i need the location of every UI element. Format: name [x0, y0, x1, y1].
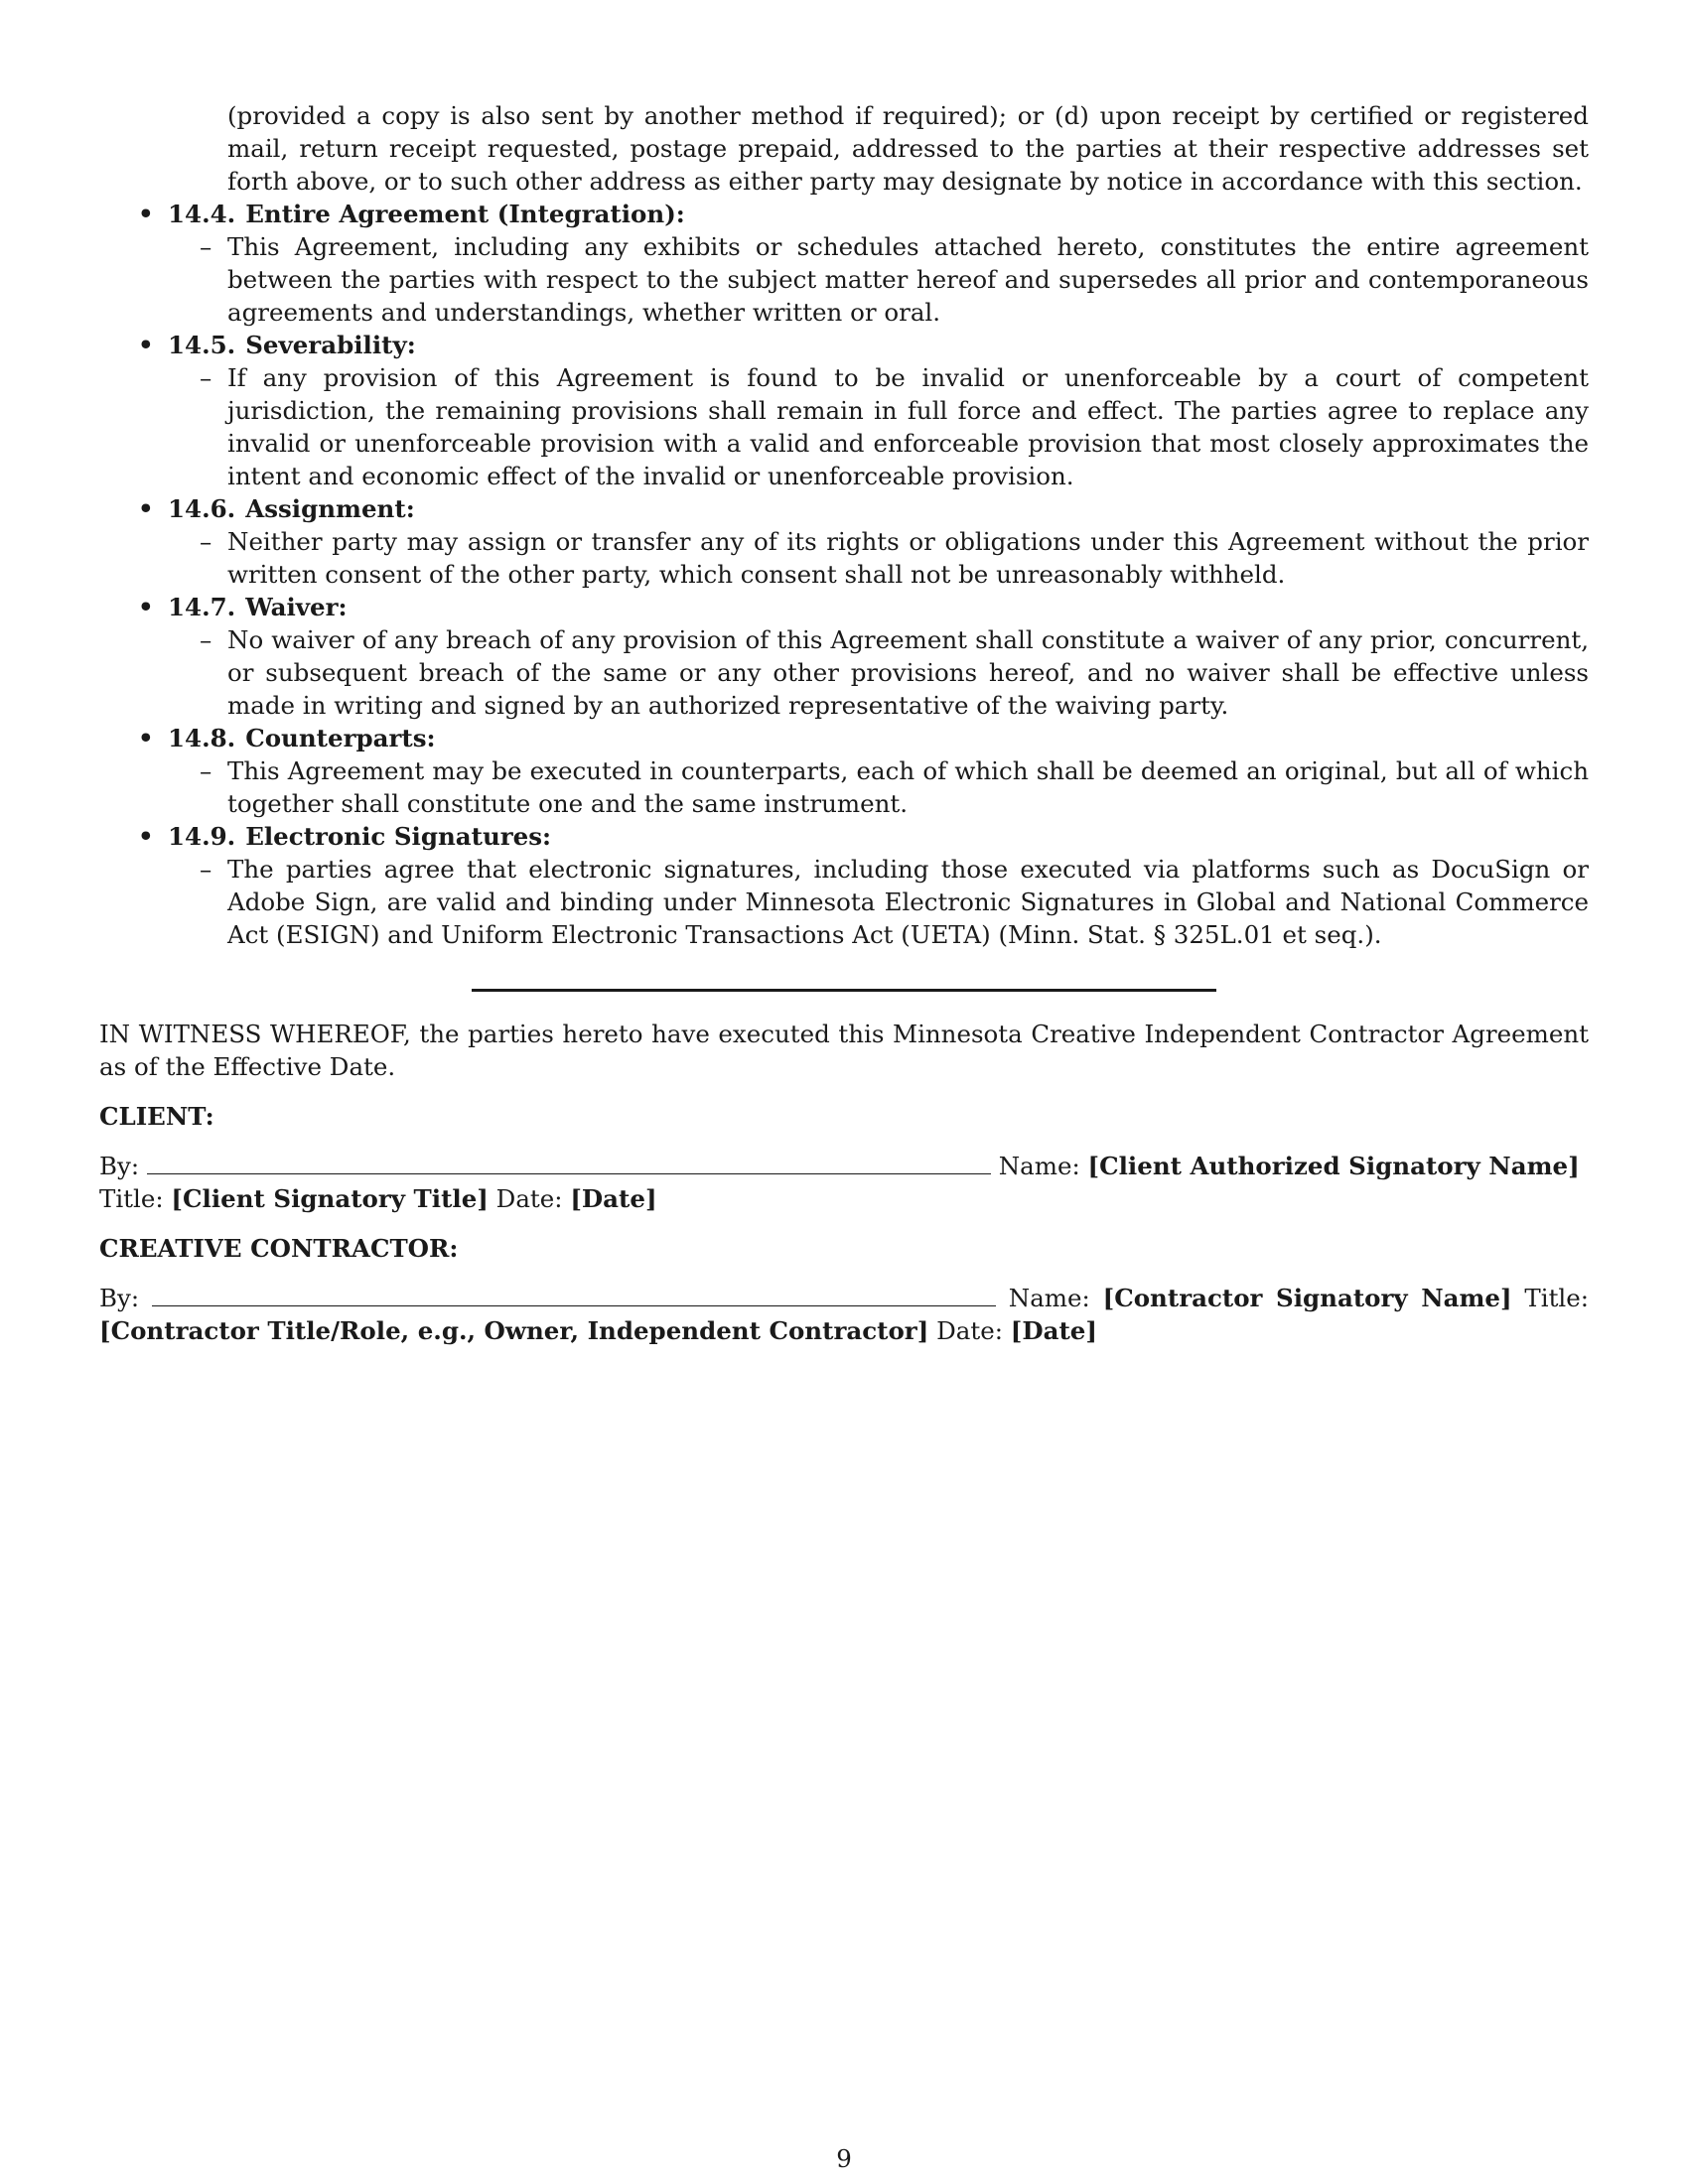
- section-title: Entire Agreement (Integration):: [245, 200, 685, 228]
- section-14-9: [99, 820, 1589, 951]
- dash-icon: –: [200, 232, 212, 261]
- bullet-icon: •: [138, 331, 154, 359]
- section-body: [99, 623, 1589, 722]
- client-signature-line[interactable]: [147, 1150, 991, 1174]
- section-number: 14.4.: [168, 200, 236, 228]
- section-heading: [99, 329, 1589, 361]
- contractor-signature-line[interactable]: [152, 1282, 996, 1306]
- section-title: Waiver:: [245, 593, 348, 621]
- bullet-icon: •: [138, 593, 154, 621]
- client-label: CLIENT:: [99, 1102, 214, 1131]
- section-body: [99, 230, 1589, 329]
- dash-icon: –: [200, 756, 212, 785]
- section-text: This Agreement, including any exhibits or schedules attached hereto, constitutes the entire agreement between the parties with respect to the subject matter hereof and supersedes all prior and contemporaneous agreements and understandings, whether written or oral.: [227, 232, 1589, 327]
- section-14-8: [99, 722, 1589, 820]
- contractor-name-label: Name:: [1008, 1284, 1090, 1312]
- contractor-title-value: Contractor Title/Role, e.g., Owner, Independent Contractor: [110, 1316, 917, 1345]
- bullet-icon: •: [138, 724, 154, 752]
- document-page: [99, 99, 1589, 1364]
- contractor-name-value: Contractor Signatory Name: [1114, 1284, 1500, 1312]
- notice-continuation: (provided a copy is also sent by another method if required); or (d) upon receipt by certified or registered mail, return receipt requested, postage prepaid, addressed to the parties at their respective addresses set forth above, or to such other address as either party may designate by notice in accordance with this section.: [227, 101, 1589, 196]
- client-name-value: Client Authorized Signatory Name: [1099, 1152, 1569, 1180]
- bullet-icon: •: [138, 822, 154, 851]
- section-body: [99, 754, 1589, 820]
- client-by-label: By:: [99, 1152, 140, 1180]
- contractor-date-value: Date: [1022, 1316, 1086, 1345]
- section-14-7: [99, 591, 1589, 722]
- client-date-label: Date:: [495, 1184, 563, 1213]
- section-number: 14.5.: [168, 331, 236, 359]
- bullet-icon: •: [138, 494, 154, 523]
- dash-icon: –: [200, 363, 212, 392]
- dash-icon: –: [200, 625, 212, 654]
- section-title: Electronic Signatures:: [245, 822, 552, 851]
- section-text: No waiver of any breach of any provision of this Agreement shall constitute a waiver of any prior, concurrent, or subsequent breach of the same or any other provisions hereof, and no waiver shall be effective unless made in writing and signed by an authorized representative of the waiving party.: [227, 625, 1589, 720]
- section-heading: [99, 492, 1589, 525]
- section-body: [99, 853, 1589, 951]
- section-heading: [99, 722, 1589, 754]
- client-title-label: Title:: [99, 1184, 164, 1213]
- contractor-signature-block: By: Name: [Contractor Signatory Name] Title: [Contractor Title/Role, e.g., Owner, Independent Contractor] Date: [Date]: [99, 1284, 1590, 1345]
- section-number: 14.6.: [168, 494, 236, 523]
- section-text: If any provision of this Agreement is found to be invalid or unenforceable by a court of competent jurisdiction, the remaining provisions shall remain in full force and effect. The parties agree to replace any invalid or unenforceable provision with a valid and enforceable provision that most closely approximates the intent and economic effect of the invalid or unenforceable provision.: [227, 363, 1589, 490]
- client-date-value: Date: [581, 1184, 645, 1213]
- horizontal-rule: [472, 989, 1216, 992]
- dash-icon: –: [200, 855, 212, 884]
- witness-clause: IN WITNESS WHEREOF, the parties hereto have executed this Minnesota Creative Independent Contractor Agreement as of the Effective Date.: [99, 1020, 1589, 1081]
- section-title: Counterparts:: [245, 724, 436, 752]
- contractor-title-label: Title:: [1524, 1284, 1590, 1312]
- section-number: 14.7.: [168, 593, 236, 621]
- section-text: This Agreement may be executed in counterparts, each of which shall be deemed an original, but all of which together shall constitute one and the same instrument.: [227, 756, 1589, 818]
- section-text: Neither party may assign or transfer any of its rights or obligations under this Agreement without the prior written consent of the other party, which consent shall not be unreasonably withheld.: [227, 527, 1589, 589]
- client-name-label: Name:: [998, 1152, 1080, 1180]
- section-heading: [99, 820, 1589, 853]
- client-signature-block: By: Name: [Client Authorized Signatory Name] Title: [Client Signatory Title] Date: [Date]: [99, 1152, 1580, 1213]
- section-text: The parties agree that electronic signatures, including those executed via platforms such as DocuSign or Adobe Sign, are valid and binding under Minnesota Electronic Signatures in Global and National Commerce Act (ESIGN) and Uniform Electronic Transactions Act (UETA) (Minn. Stat. § 325L.01 et seq.).: [227, 855, 1589, 949]
- section-body: [99, 361, 1589, 492]
- section-14-4: [99, 198, 1589, 329]
- section-title: Assignment:: [245, 494, 415, 523]
- contractor-by-label: By:: [99, 1284, 140, 1312]
- contractor-label: CREATIVE CONTRACTOR:: [99, 1234, 459, 1263]
- client-title-value: Client Signatory Title: [183, 1184, 478, 1213]
- section-heading: [99, 198, 1589, 230]
- section-body: [99, 525, 1589, 591]
- dash-icon: –: [200, 527, 212, 556]
- section-14-6: [99, 492, 1589, 591]
- section-number: 14.9.: [168, 822, 236, 851]
- section-heading: [99, 591, 1589, 623]
- section-title: Severability:: [245, 331, 416, 359]
- section-number: 14.8.: [168, 724, 236, 752]
- bullet-icon: •: [138, 200, 154, 228]
- contractor-date-label: Date:: [936, 1316, 1003, 1345]
- page-number: 9: [836, 2144, 852, 2173]
- section-14-5: [99, 329, 1589, 492]
